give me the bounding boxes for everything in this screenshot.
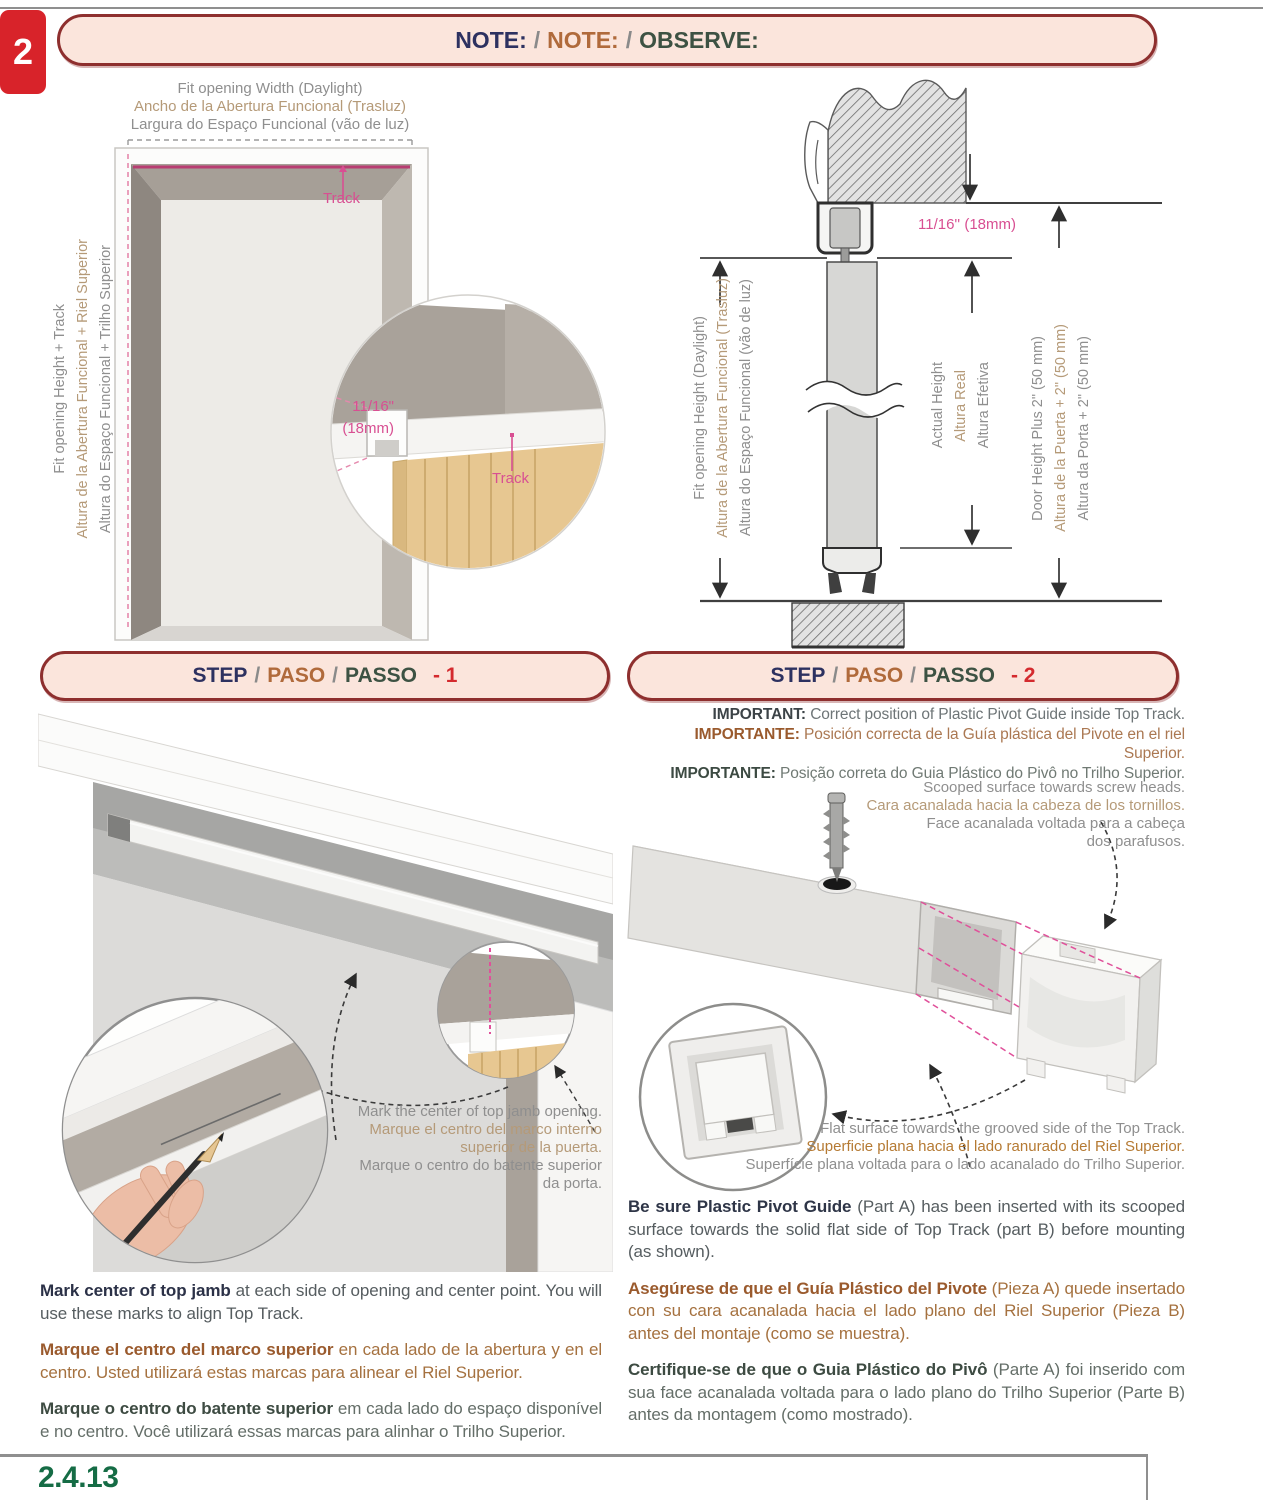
height-label-en: Fit opening Height + Track [52, 304, 69, 474]
width-label-pt: Largura do Espaço Funcional (vão de luz) [130, 116, 410, 133]
flat-note-pt: Superfície plana voltada para o lado acanalado do Trilho Superior. [745, 1156, 1185, 1173]
actual-height-labels [928, 328, 996, 483]
step1-annotation-en: Mark the center of top jamb opening. [357, 1103, 602, 1120]
floor [792, 603, 904, 647]
step2-sep-2: / [910, 664, 917, 687]
width-label-en: Fit opening Width (Daylight) [177, 80, 363, 97]
fit-height-label-en: Fit opening Height (Daylight) [692, 315, 709, 500]
step2-important-block [635, 705, 1185, 783]
step1-annotation-pt-1: Marque o centro do batente superior [359, 1157, 602, 1174]
page-tab-number: 2 [12, 31, 34, 72]
callout-dim-inches: 11/16" [352, 398, 394, 415]
note-title-es: NOTE: [547, 26, 619, 53]
width-label-es: Ancho de la Abertura Funcional (Trasluz) [133, 98, 407, 115]
door-height-labels [1026, 278, 1098, 578]
page-number: 2.4.13 [38, 1461, 119, 1494]
step2-paragraphs [628, 1196, 1185, 1441]
fit-height-label-es: Altura de la Abertura Funcional (Trasluz) [715, 277, 732, 538]
step2-header-pill [627, 651, 1179, 701]
fit-height-label-pt: Altura do Espaço Funcional (vão de luz) [737, 278, 754, 537]
bottom-guide [823, 548, 881, 573]
height-label-pt: Altura do Espaço Funcional + Trilho Superior [97, 244, 114, 534]
actual-height-label-pt: Altura Efetiva [975, 362, 992, 449]
callout-track-label: Track [492, 470, 529, 487]
step1-title-en: STEP [192, 664, 248, 687]
scooped-note-pt-2: dos parafusos. [1086, 833, 1185, 850]
step1-paragraph-es: Marque el centro del marco superior en cada lado de la abertura y en el centro. Usted utilizará estas marcas para alinear el Riel Superior. [40, 1340, 602, 1382]
height-label-es: Altura de la Abertura Funcional + Riel Superior [75, 239, 92, 539]
step2-paragraph-pt: Certifique-se de que o Guia Plástico do Pivô (Parte A) foi inserido com sua face acanalada voltada para o lado plano do Trilho Superior (Parte B) antes da montagem (como mostrado). [628, 1360, 1186, 1424]
track-label: Track [323, 190, 360, 207]
step1-header-pill [40, 651, 610, 701]
note-header-pill [57, 14, 1157, 66]
scooped-note-pt-1: Face acanalada voltada para a cabeça [926, 815, 1185, 832]
note-sep-1: / [533, 26, 541, 53]
step2-important-pt: IMPORTANTE: Posição correta do Guia Plástico do Pivô no Trilho Superior. [670, 764, 1185, 782]
door-height-label-es: Altura de la Puerta + 2" (50 mm) [1053, 324, 1070, 532]
step1-annotation [348, 1103, 602, 1193]
step2-title-en: STEP [770, 664, 826, 687]
scooped-note-es: Cara acanalada hacia la cabeza de los tornillos. [866, 797, 1185, 814]
actual-height-label-es: Altura Real [953, 369, 970, 442]
step1-sep-1: / [254, 664, 261, 687]
page-tab-badge [0, 10, 46, 94]
actual-height-label-en: Actual Height [930, 362, 947, 449]
note-title-en: NOTE: [455, 26, 527, 53]
step1-sep-2: / [332, 664, 339, 687]
note-sep-2: / [625, 26, 633, 53]
step1-title-es: PASO [267, 664, 326, 687]
step1-paragraph-pt: Marque o centro do batente superior em cada lado do espaço disponível e no centro. Você utilizará essas marcas para alinhar o Trilho Superior. [40, 1399, 602, 1441]
screw [818, 793, 856, 894]
step2-paragraph-es: Asegúrese de que el Guía Plástico del Pivote (Pieza A) quede insertado con su cara acanalada hacia el lado plano del Riel Superior (Pieza B) antes del montaje (como se muestra). [628, 1278, 1185, 1343]
gap-dim-label: 11/16'' (18mm) [918, 216, 1016, 233]
step2-title-es: PASO [845, 664, 904, 687]
step2-important-es: IMPORTANTE: Posición correcta de la Guía plástica del Pivote en el riel Superior. [694, 725, 1185, 762]
flat-note-es: Superficie plana hacia el lado ranurado del Riel Superior. [806, 1138, 1185, 1155]
flat-surface-note [735, 1120, 1185, 1174]
step1-paragraph-en: Mark center of top jamb at each side of opening and center point. You will use these marks to align Top Track. [40, 1281, 602, 1323]
door-height-label-en: Door Height Plus 2" (50 mm) [1030, 335, 1047, 521]
step2-important-en: IMPORTANT: Correct position of Plastic Pivot Guide inside Top Track. [712, 706, 1185, 723]
flat-note-en: Flat surface towards the grooved side of the Top Track. [820, 1120, 1185, 1137]
step1-annotation-es-2: superior de la puerta. [460, 1139, 602, 1156]
step2-title-pt: PASSO [923, 664, 995, 687]
step1-number: - 1 [432, 664, 458, 687]
footer-rule [0, 1454, 1148, 1457]
footer-edge-mark [1146, 1454, 1148, 1500]
plastic-pivot-guide [1017, 936, 1161, 1093]
step1-title-pt: PASSO [345, 664, 417, 687]
top-rule [0, 7, 1263, 9]
note-title-pt: OBSERVE: [639, 26, 759, 53]
step1-paragraphs [40, 1280, 602, 1457]
step2-paragraph-en: Be sure Plastic Pivot Guide (Part A) has been inserted with its scooped surface towards the solid flat side of Top Track (part B) before mounting (as shown). [628, 1197, 1186, 1261]
door-opening-diagram [85, 78, 645, 653]
step2-number: - 2 [1010, 664, 1036, 687]
wall-header [828, 80, 966, 203]
top-track-tube [628, 846, 1016, 1014]
step2-sep-1: / [832, 664, 839, 687]
height-labels [48, 228, 120, 550]
width-labels [95, 80, 445, 134]
step1-annotation-es-1: Marque el centro del marco interno [369, 1121, 602, 1138]
callout-dim-mm: (18mm) [342, 420, 394, 437]
fit-height-labels [688, 235, 760, 580]
door-height-label-pt: Altura da Porta + 2" (50 mm) [1075, 335, 1092, 521]
step1-annotation-pt-2: da porta. [542, 1175, 602, 1192]
scooped-note-en: Scooped surface towards screw heads. [923, 779, 1185, 796]
